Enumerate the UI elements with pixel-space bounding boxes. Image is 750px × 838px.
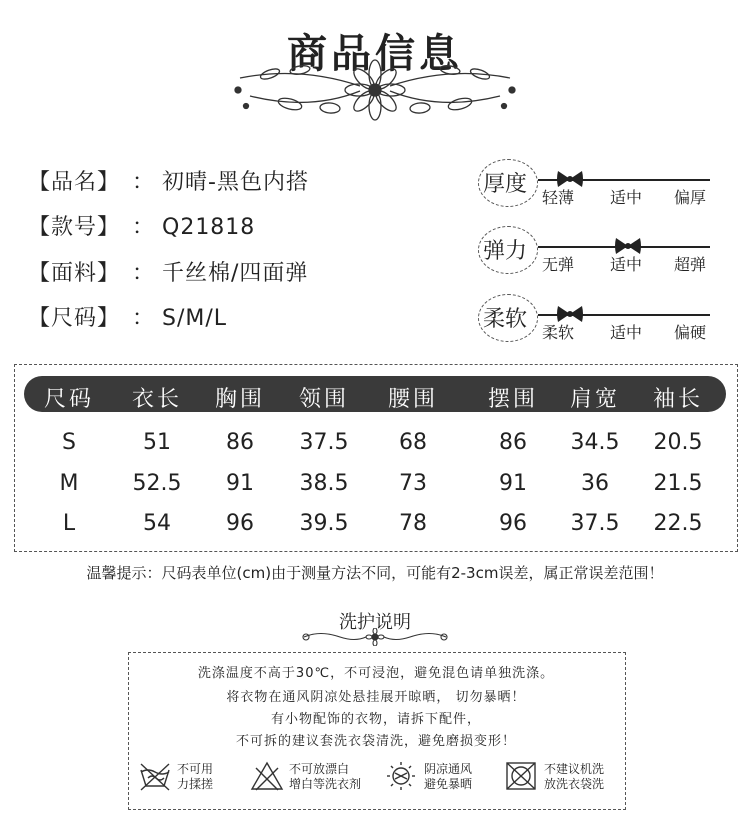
header-chest: 胸围 [214,387,265,412]
fabric-row [28,256,308,287]
header-waist: 腰围 [387,387,438,412]
thickness-option-1: 轻薄 [542,188,575,207]
header-shoulder: 肩宽 [569,387,620,412]
elasticity-scale [478,224,718,280]
cell-m-length: 52.5 [132,471,182,496]
product-name-key: 【品名】 [28,170,121,195]
care-icon-2-line1: 不可放漂白 [289,762,350,776]
elasticity-option-2: 适中 [610,255,643,274]
size-note: 温馨提示：尺码表单位(cm)由于测量方法不同，可能有2-3cm误差，属正常误差范围！ [86,564,664,582]
cell-s-shoulder: 34.5 [570,430,620,455]
care-icon-1-line2: 力揉搓 [177,777,214,791]
care-line-2: 将衣物在通风阴凉处悬挂展开晾晒， 切勿暴晒！ [226,690,526,705]
softness-option-1: 柔软 [542,323,575,342]
cell-l-chest: 96 [226,511,254,536]
cell-m-waist: 73 [399,471,427,496]
thickness-label: 厚度 [483,172,528,197]
cell-s-size: S [62,430,76,455]
style-number-sep: ： [132,215,156,240]
thickness-scale [478,157,718,213]
header-length: 衣长 [131,387,182,412]
cell-s-length: 51 [143,430,171,455]
care-icon-text-1 [177,762,213,792]
page-title: 商品信息 [287,31,463,77]
sizes-sep: ： [132,306,156,331]
header-sleeve: 袖长 [652,387,703,412]
softness-option-2: 适中 [610,323,643,342]
no-bleach-icon [250,760,284,792]
style-number-value: Q21818 [162,215,256,240]
care-title: 洗护说明 [339,612,411,633]
cell-m-size: M [59,471,79,496]
style-number-row [28,210,255,241]
sizes-value: S/M/L [162,306,228,331]
care-icon-text-2 [289,762,361,792]
cell-l-hem: 96 [499,511,527,536]
fabric-key: 【面料】 [28,261,121,286]
thickness-option-3: 偏厚 [674,188,707,207]
care-icon-text-3 [424,762,472,792]
no-hand-scrub-icon [138,760,172,792]
header-size: 尺码 [43,387,94,412]
no-machine-wash-icon [504,760,538,792]
softness-option-3: 偏硬 [674,323,707,342]
fabric-value: 千丝棉/四面弹 [162,261,309,286]
care-icon-3-line2: 避免暴晒 [424,777,473,791]
cell-s-sleeve: 20.5 [653,430,703,455]
cell-s-hem: 86 [499,430,527,455]
care-line-3: 有小物配饰的衣物，请拆下配件， [270,712,481,727]
header-neck: 领围 [298,387,349,412]
cell-l-neck: 39.5 [299,511,349,536]
care-icon-4-line2: 放洗衣袋洗 [544,777,605,791]
care-icon-1-line1: 不可用 [177,762,214,776]
sizes-key: 【尺码】 [28,306,121,331]
product-name-row [28,165,309,196]
cell-m-hem: 91 [499,471,527,496]
style-number-key: 【款号】 [28,215,121,240]
cell-l-size: L [62,511,76,536]
care-title-ornament [300,628,450,646]
cell-l-shoulder: 37.5 [570,511,620,536]
product-name-value: 初晴-黑色内搭 [162,170,309,195]
care-icon-text-4 [544,762,604,792]
softness-scale [478,292,718,348]
cell-s-waist: 68 [399,430,427,455]
cell-m-neck: 38.5 [299,471,349,496]
cell-l-waist: 78 [399,511,427,536]
softness-label: 柔软 [483,307,528,332]
care-icon-3-line1: 阴凉通风 [424,762,473,776]
cell-l-length: 54 [143,511,171,536]
elasticity-option-3: 超弹 [674,255,707,274]
care-line-4: 不可拆的建议套洗衣袋清洗，避免磨损变形！ [235,734,516,749]
fabric-sep: ： [132,261,156,286]
sizes-row [28,301,227,332]
product-name-sep: ： [132,170,156,195]
thickness-option-2: 适中 [610,188,643,207]
elasticity-option-1: 无弹 [542,255,575,274]
care-icon-4-line1: 不建议机洗 [544,762,605,776]
care-icon-2-line2: 增白等洗衣剂 [289,777,362,791]
shade-dry-icon [384,760,418,792]
cell-m-shoulder: 36 [581,471,609,496]
care-line-1: 洗涤温度不高于30℃，不可浸泡，避免混色请单独洗涤。 [197,666,555,681]
cell-s-neck: 37.5 [299,430,349,455]
header-hem: 摆围 [487,387,538,412]
cell-s-chest: 86 [226,430,254,455]
floral-ornament [230,56,520,126]
elasticity-label: 弹力 [483,239,528,264]
cell-l-sleeve: 22.5 [653,511,703,536]
cell-m-chest: 91 [226,471,254,496]
cell-m-sleeve: 21.5 [653,471,703,496]
